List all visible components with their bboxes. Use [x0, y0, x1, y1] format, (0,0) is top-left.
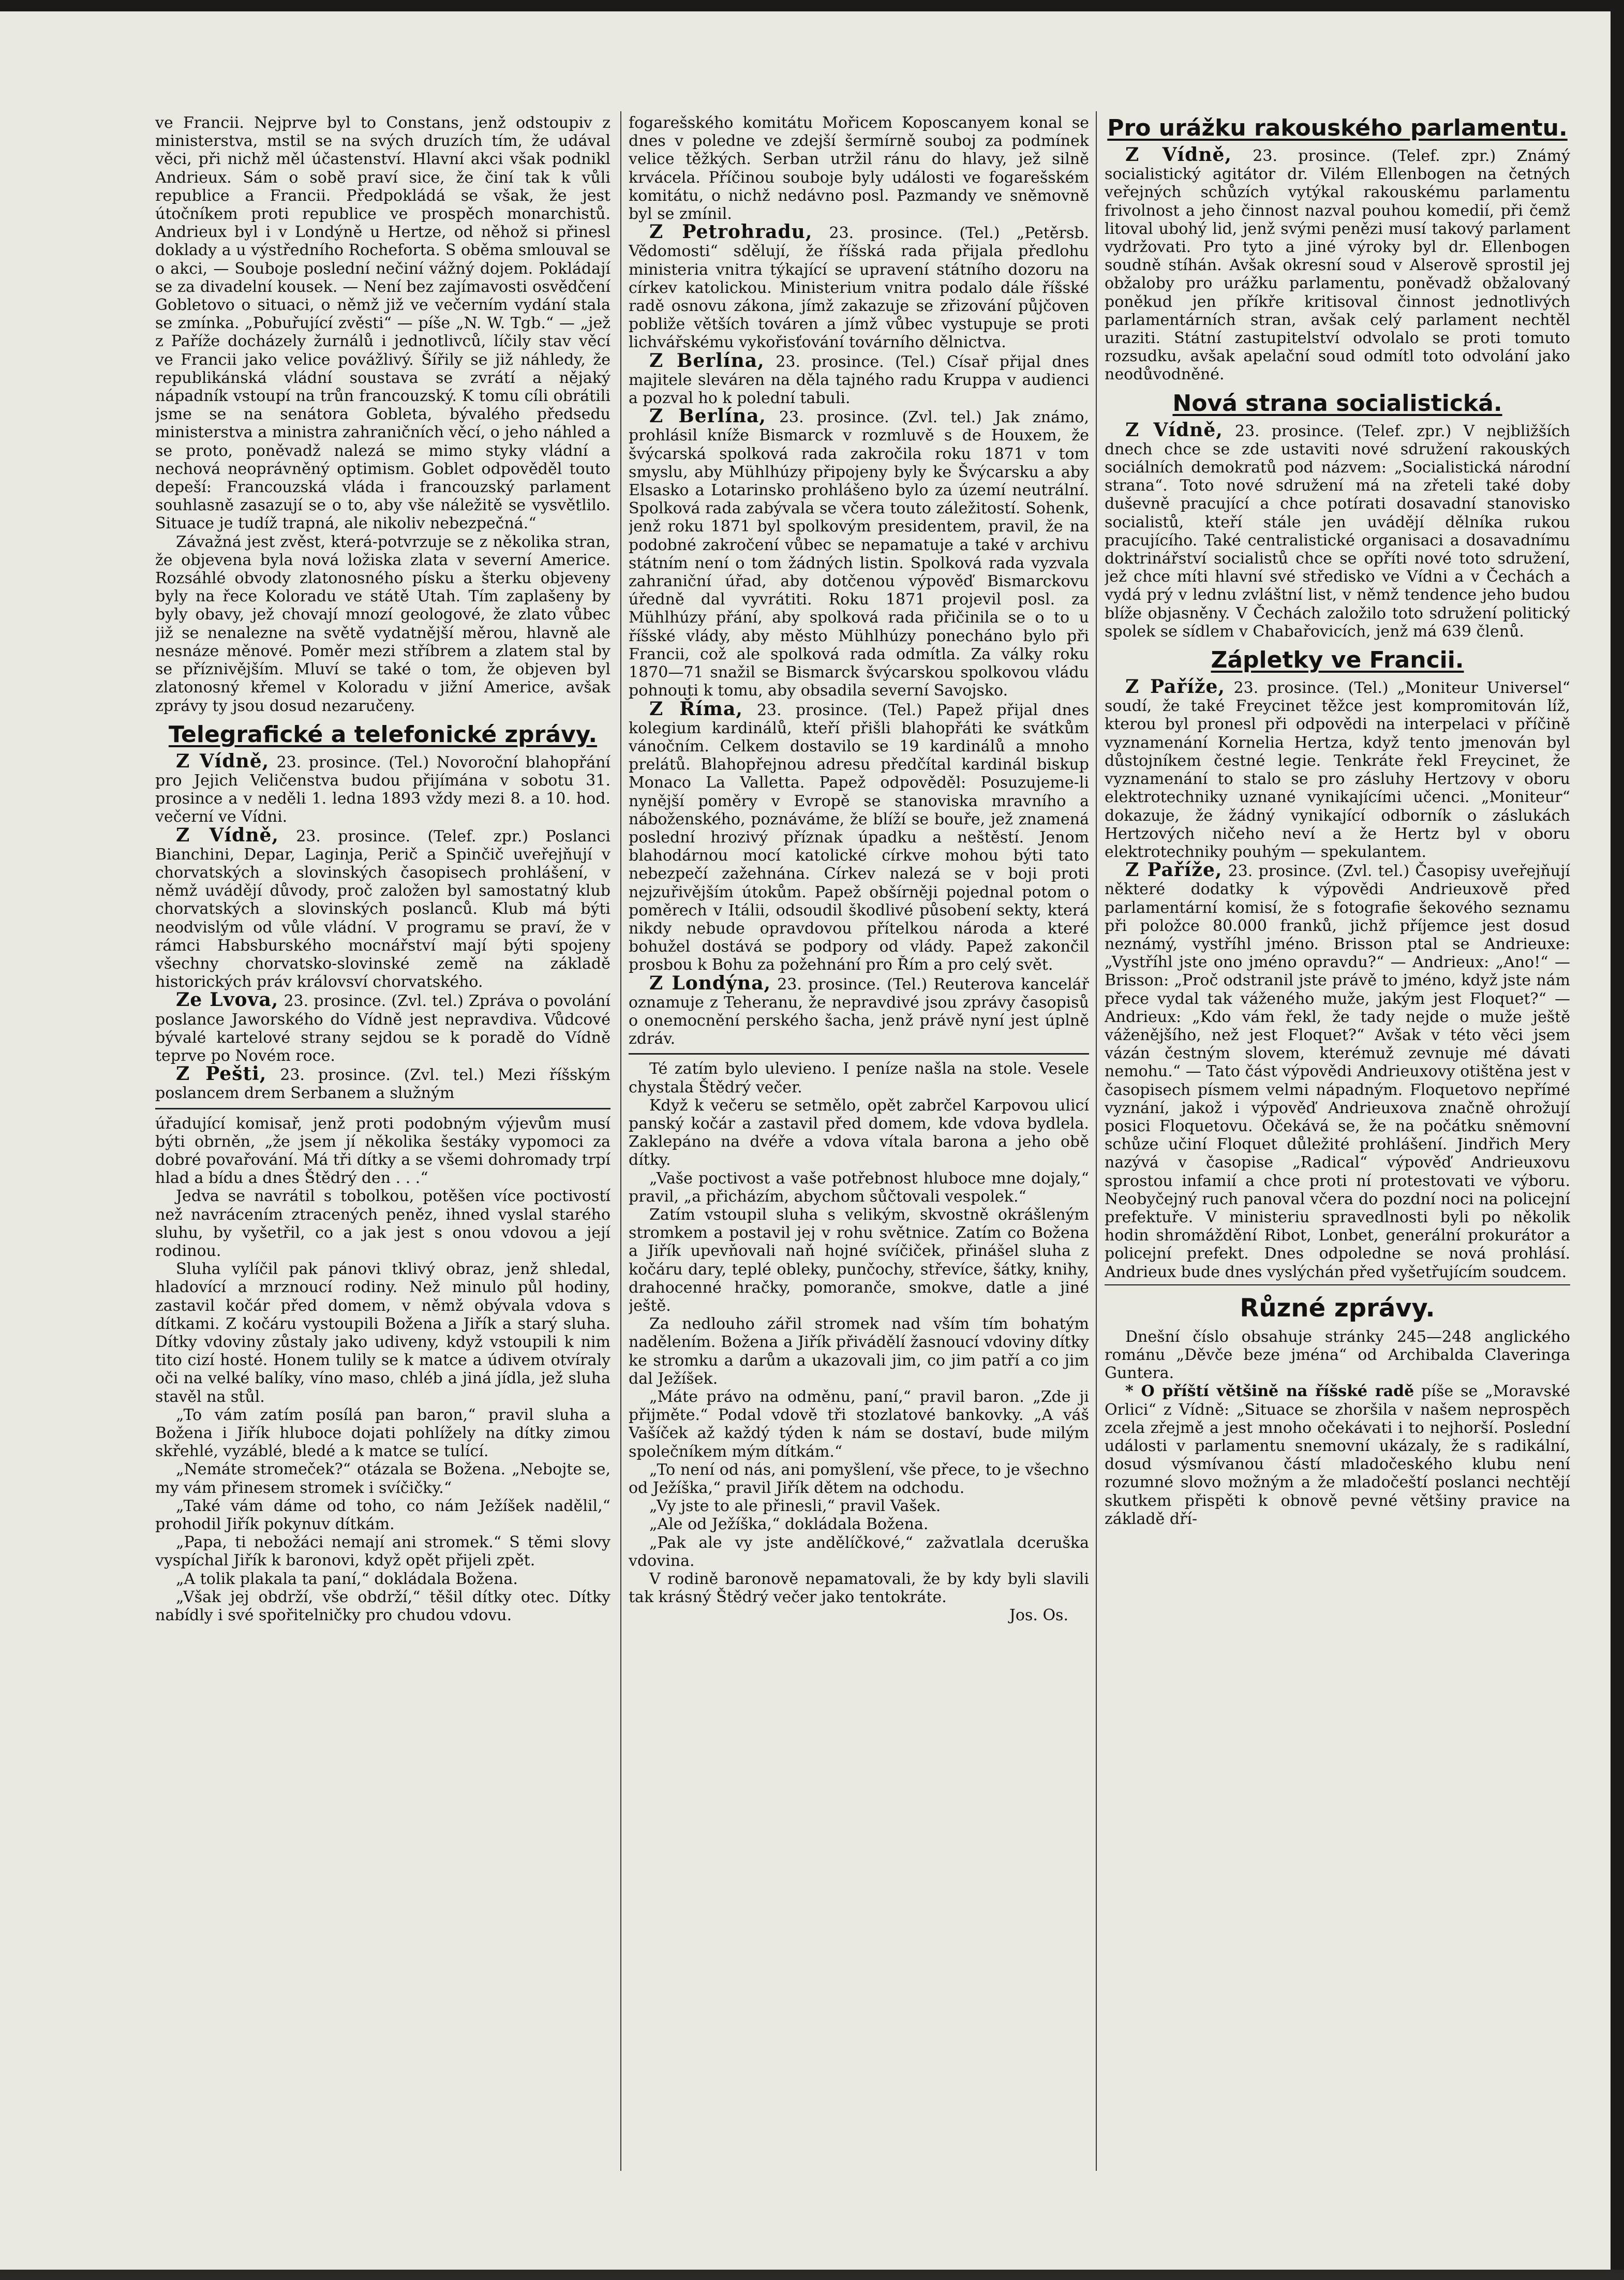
story-paragraph: „Pak ale vy jste andělíčkové,“ zažvatlala dceruška vdovina.: [629, 1533, 1089, 1570]
article-paragraph: ve Francii. Nejprve byl to Constans, jenž odstoupiv z ministerstva, mstil se na svých druzích tím, že udával věci, při nichž měl účastenství. Hlavní akci však podnikl Andrieux. Sám o sobě praví sice, že činí tak k vůli republice a Francii. Předpokládá se však, že jest útočníkem proti republice ve prospěch monarchistů. Andrieux byl i v Londýně u Hertze, od něhož si přinesl doklady a u výstředního Rocheforta. S oběma smlouval se o akci, — Souboje poslední nečiní vážný dojem. Pokládají se za divadelní kousek. — Není bez zajímavosti osvědčení Gobletovo o situaci, o němž již ve večerním vydání stala se zmínka. „Pobuřující zvěsti“ — píše „N. W. Tgb.“ — „jež z Paříže docházely žurnálů i jednotlivců, líčily stav věcí ve Francii jako velice povážlivý. Šířily se již náhledy, že republikánská vládní soustava se zvrátí a nějaký nápadník vstoupí na trůn francouzský. K tomu cíli obrátili jsme se na senátora Gobleta, bývalého předsedu ministerstva a ministra zahraničních věcí, o jeho náhled a se proto, poněvadž nalezá se mimo styky vládní a nechová neoprávněný optimism. Goblet odpověděl touto depeší: Francouzská vláda i francouzský parlament souhlasně zasazují se o to, aby vše náležitě se vysvětlilo. Situace je tudíž trapná, ale nikoliv nebezpečná.“: [155, 114, 610, 533]
story-paragraph: Zatím vstoupil sluha s velikým, skvostně okrášleným stromkem a postavil jej v rohu světnice. Zatím co Božena a Jiřík upevňovali naň hojné svíčiček, přinášel sluha z kočáru dary, teplé obleky, punčochy, střevíce, šátky, knihy, drahocenné hračky, pomoranče, smokve, datle a jiné ještě.: [629, 1205, 1089, 1315]
story-paragraph: „Vaše poctivost a vaše potřebnost hluboce mne dojaly,“ pravil, „a přicházím, abychom sůčtovali vespolek.“: [629, 1169, 1089, 1206]
news-text: 23. prosince. (Tel.) Reuterova kancelář oznamuje z Teheranu, že nepravdivé jsou zprávy časopisů o onemocnění perského šacha, jenž právě nyní jest úplně zdráv.: [629, 975, 1089, 1048]
feuilleton-divider: [629, 1053, 1089, 1055]
story-paragraph: „A tolik plakala ta paní,“ dokládala Božena.: [176, 1570, 518, 1588]
column-middle: [629, 114, 1089, 2184]
column-rule-right: [1096, 111, 1097, 2171]
story-paragraph: „Máte právo na odměnu, paní,“ pravil baron. „Zde ji přijměte.“ Podal vdově tři stozlatové bankovky. „A váš Vašíček až každý týden k nám se dostaví, bude milým společníkem mým dítkám.“: [629, 1388, 1089, 1461]
story-paragraph: „Ale od Ježíška,“ dokládala Božena.: [649, 1515, 929, 1534]
news-item: [629, 700, 1089, 974]
news-dateline: Z Berlína,: [649, 405, 766, 427]
news-dateline: Z Vídně,: [1125, 419, 1223, 441]
news-item: [155, 991, 610, 1065]
section-divider: [1105, 1284, 1570, 1285]
news-item: [1105, 421, 1570, 641]
news-item: [629, 974, 1089, 1048]
news-text: 23. prosince. (Tel.) „Moniteur Universel“ soudí, že také Freycinet těžce jest kompromitován líž, kterou byl pronesl při odpovědi na interpelaci v příčině vyznamenání Kornelia Hertza, když tento jmenován byl důstojníkem čestné legie. Tenkráte řekl Freycinet, že vyznamenání to stalo se pro zásluhy Hertzovy v oboru elektrotechniky uznané vynikajícími učenci. „Moniteur“ dokazuje, že žádný vynikající odborník o záslukách Hertzových ničeho neví a že Hertz byl v oboru elektrotechniky pouhým — spekulantem.: [1105, 679, 1570, 861]
column-rule-left: [620, 111, 621, 2171]
news-item: [1105, 861, 1570, 1281]
scan-edge-bottom: [0, 2270, 1624, 2280]
scan-edge-right: [1611, 0, 1624, 2280]
author-signature: Jos. Os.: [1009, 1606, 1068, 1625]
news-text: píše se „Moravské Orlici“ z Vídně: „Situace se zhoršila v našem neprospěch zcela zřejmě a jest mnoho očekávati i to nejhorší. Poslední události v parlamentu snemovní ukázaly, že s radikální, dosud výsmívanou částí mladočeského klubu není rozumné slovo možným a že mladočeští poslanci nechtějí skutkem přispěti k obnově pevné většiny pravice na základě dří-: [1105, 1382, 1570, 1528]
news-dateline: Z Vídně,: [176, 750, 270, 772]
section-heading-misc: Různé zprávy.: [1240, 1293, 1435, 1323]
news-dateline: Ze Lvova,: [176, 989, 279, 1011]
section-heading-france: Zápletky ve Francii.: [1211, 647, 1464, 674]
news-lead: * O příští většině na říšské radě: [1125, 1382, 1414, 1401]
news-item: [1105, 1382, 1570, 1528]
news-text: 23. prosince. (Telef. zpr.) Známý socialistický agitátor dr. Vilém Ellenbogen na četných veřejných schůzích vytýkal rakouskému parlamentu frivolnost a jeho činnost nazval pouhou komedií, při čemž litoval ubohý lid, jenž svými penězi musí takový parlament vydržovati. Pro tyto a jiné výroky byl dr. Ellenbogen soudně stíhán. Avšak okresní soud v Alserově sprostil jej obžaloby pro urážku parlamentu, poněvadž obžalovaný poněkud jen příkře kritisoval činnost jednotlivých parlamentárních stran, avšak celý parlament nechtěl uraziti. Státní zastupitelství odvolalo se proti tomuto rozsudku, avšak apelační soud odmítl toto odvolání jako neodůvodněné.: [1105, 147, 1570, 384]
news-item: [155, 752, 610, 826]
news-text: 23. prosince. (Tel.) Novoroční blahopřání pro Jejich Veličenstva budou přijímána v sobotu 31. prosince a v neděli 1. ledna 1893 vždy mezi 8. a 10. hod. večerní ve Vídni.: [155, 753, 610, 826]
news-text: 23. prosince. (Zvl. tel.) Zpráva o povolání poslance Jaworského do Vídně jest nepravdiva. Vůdcové bývalé kartelové strany sejdou se k poradě do Vídně teprve po Novém roce.: [155, 992, 610, 1065]
story-paragraph: „Vy jste to ale přinesli,“ pravil Vašek.: [649, 1497, 941, 1516]
news-item: [629, 223, 1089, 351]
story-paragraph: úřadující komisař, jenž proti podobným výjevům musí býti obrněn, „že jsem jí několika šestáky vypomoci za dobré povařování. Má tři dítky a se všemi dohromady trpí hlad a bídu a dnes Štědrý den . . .“: [155, 1114, 610, 1188]
news-text: 23. prosince. (Zvl. tel.) Mezi říšským poslancem drem Serbanem a služným: [155, 1066, 610, 1103]
column-left: [155, 114, 610, 2184]
column-right: [1105, 114, 1570, 2184]
news-text: 23. prosince. (Zvl. tel.) Jak známo, prohlásil kníže Bismarck v rozmluvě s de Houxem, že švýcarská spolková rada zakročila roku 1871 v tom smyslu, aby Mühlhúzy připojeny byly ke Švýcarsku a aby Elsasko a Lotarinsko prohlášeno bylo za území neutrální. Spolková rada zabývala se včera touto záležitostí. Sohenk, jenž roku 1871 byl spolkovým presidentem, pravil, že na podobné zakročení vůbec se nepamatuje a také v archivu státním není o tom žádných listin. Spolková rada vyzvala zahraniční úřad, aby dotčenou výpověď Bismarckovu úředně dal vyvrátiti. Roku 1871 projevil posl. za Mühlhúzy přání, aby spolková rada přičinila se o to u říšské vlády, aby město Mühlhúzy ponecháno bylo při Francii, což ale spolková rada odmítla. Za války roku 1870—71 snažil se Bismarck švýcarskou spolkovou vládu pohnouti k tomu, aby obsadila severní Savojsko.: [629, 408, 1089, 700]
story-paragraph: „To není od nás, ani pomyšlení, vše přece, to je všechno od Ježíška,“ pravil Jiřík dětem na odchodu.: [629, 1460, 1089, 1498]
news-text: 23. prosince. (Telef. zpr.) V nejbližších dnech chce se zde ustaviti nové sdružení rakouských sociálních demokratů pod názvem: „Socialistická národní strana“. Toto nové sdružení má na zřeteli také doby duševně pracující a chce potírati dosavadní stanovisko socialistů, kteří stále jen uvádějí dělníka rukou pracujícího. Také centralistické organisaci a dosavadnímu doktrinářství socialistů chce se opříti nové toto sdružení, jež chce míti hlavní své středisko ve Vídni a v Čechách a vydá prý v lednu zvláštní list, v němž tendence jeho budou blíže objasněny. V Čechách založilo toto sdružení politický spolek se sídlem v Chabařovicích, jenž má 639 členů.: [1105, 422, 1570, 641]
story-paragraph: „Nemáte stromeček?“ otázala se Božena. „Nebojte se, my vám přinesem stromek i svíčičky.“: [155, 1460, 610, 1497]
story-paragraph: „Také vám dáme od toho, co nám Ježíšek nadělil,“ prohodil Jiřík pokynuv dítkám.: [155, 1497, 610, 1534]
news-dateline: Z Berlína,: [649, 349, 765, 372]
story-paragraph: Jedva se navrátil s tobolkou, potěšen více poctivostí než navrácením ztracených peněz, ihned vyslal starého sluhu, by vyšetřil, co a jak jest s onou vdovou a její rodinou.: [155, 1187, 610, 1260]
scan-edge-top: [0, 0, 1624, 11]
news-dateline: Z Paříže,: [1125, 676, 1225, 698]
news-dateline: Z Petrohradu,: [649, 221, 813, 243]
section-heading-telegrams: Telegrafické a telefonické zprávy.: [168, 721, 598, 748]
news-item: [155, 826, 610, 991]
news-dateline: Z Říma,: [649, 698, 743, 720]
news-item: [629, 407, 1089, 700]
news-text: fogarešského komitátu Mořicem Koposcanyem konal se dnes v poledne ve zdejší šermírně souboj za podmínek velice těžkých. Serban utržil ránu do hlavy, jež silně krvácela. Příčinou souboje byly události ve fogarešském komitátu, o nichž nedávno posl. Pazmandy ve sněmovně byl se zmínil.: [629, 114, 1089, 224]
story-paragraph: „Papa, ti nebožáci nemají ani stromek.“ S těmi slovy vyspíchal Jiřík k baronovi, když opět přijeli zpět.: [155, 1533, 610, 1570]
news-dateline: Z Vídně,: [1125, 144, 1232, 166]
news-text: 23. prosince. (Tel.) Císař přijal dnes majitele sleváren na děla tajného radu Kruppa v audienci a pozval ho k polední tabuli.: [629, 352, 1089, 408]
news-item: [1105, 678, 1570, 861]
news-item: [1105, 146, 1570, 384]
story-paragraph: Za nedlouho zářil stromek nad vším tím bohatým nadělením. Božena a Jiřík přivádělí žasnoucí vdoviny dítky ke stromku a darům a ukazovali jim, co jim patří a co jim dal Ježíšek.: [629, 1315, 1089, 1388]
story-paragraph: Sluha vylíčil pak pánovi tklivý obraz, jenž shledal, hladovící a mrznoucí rodiny. Než minulo půl hodiny, zastavil kočár před domem, v němž obývala vdova s dítkami. Z kočáru vystoupili Božena a Jiřík a starý sluha. Dítky vdoviny zůstaly jako udiveny, když vstoupili k nim tito cizí hosté. Honem tulily se k matce a údivem otvíraly oči na velké balíky, víno maso, chléb a jiná jídla, jež sluha stavěl na stůl.: [155, 1260, 610, 1406]
news-dateline: Z Vídně,: [176, 824, 279, 846]
feuilleton-divider: [155, 1108, 610, 1109]
section-heading-parliament: Pro urážku rakouského parlamentu.: [1107, 115, 1568, 141]
news-text: 23. prosince. (Tel.) Papež přijal dnes kolegium kardinálů, kteří přišli blahopřáti ke svátkům vánočním. Celkem dostavilo se 19 kardinálů a mnoho prelátů. Blahopřejnou adresu předčítal kardinál biskup Monaco La Valletta. Papež odpověděl: Posuzujeme-li nynější poměry v Evropě se stanoviska mravního a náboženského, poznáváme, že blíží se bouře, jež znamená poslední hrozivý příznak úpadku a neštěstí. Jenom blahodárnou mocí katolické církve mohou býti tato nebezpečí zažehnána. Církev nalezá se v boji proti nejzuřivějším útokům. Papež obšírněji pojednal potom o poměrech v Itálii, odsoudil škodlivé působení sekty, která nikdy nebude opravdovou přítelkou národa a které bohužel dostává se podpory od vlády. Papež zakončil prosbou k Bohu za požehnání pro Řím a pro celý svět.: [629, 701, 1089, 974]
story-paragraph: „To vám zatím posílá pan baron,“ pravil sluha a Božena i Jiřík hluboce dojati pohlížely na dítky zimou skřehlé, vyzáblé, bledé a k matce se tulící.: [155, 1405, 610, 1461]
story-paragraph: „Však jej obdrží, vše obdrží,“ těšil dítky otec. Dítky nabídly i své spořitelničky pro chudou vdovu.: [155, 1588, 610, 1625]
news-item: [155, 1065, 610, 1102]
news-dateline: Z Paříže,: [1125, 859, 1223, 881]
news-item: [629, 349, 1089, 408]
story-paragraph: Když k večeru se setmělo, opět zabrčel Karpovou ulicí panský kočár a zastavil před domem, kde vdova bydlela. Zaklepáno na dvéře a vdova vítala barona a jeho obě dítky.: [629, 1096, 1089, 1169]
story-paragraph: Té zatím bylo ulevieno. I peníze našla na stole. Vesele chystala Štědrý večer.: [629, 1060, 1089, 1097]
section-heading-socialist: Nová strana socialistická.: [1172, 390, 1502, 417]
news-text: Dnešní číslo obsahuje stránky 245—248 anglického románu „Děvče beze jména“ od Archibalda Claveringa Guntera.: [1105, 1327, 1570, 1383]
story-paragraph: V rodině baronově nepamatovali, že by kdy byli slavili tak krásný Štědrý večer jako tentokráte.: [629, 1570, 1089, 1607]
news-dateline: Z Pešti,: [176, 1063, 267, 1085]
article-paragraph: Závažná jest zvěst, která-potvrzuje se z několika stran, že objevena byla nová ložiska zlata v severní Americe. Rozsáhlé obvody zlatonosného písku a šterku objeveny byly na řece Koloradu ve státě Utah. Tím zaplašeny by byly obavy, jež chovají mnozí geologové, že zlato vůbec již se nenalezne na světě vydatnější měrou, hlavně ale nesnáze měnové. Poměr mezi stříbrem a zlatem stal by se příznivějším. Mluví se také o tom, že objeven byl zlatonosný křemel v Koloradu v jižní Americe, avšak zprávy ty jsou dosud nezaručeny.: [155, 532, 610, 715]
news-dateline: Z Londýna,: [649, 972, 771, 994]
news-text: 23. prosince. (Zvl. tel.) Časopisy uveřejňují některé dodatky k výpovědi Andrieuxově před parlamentární komisí, že s fotografie šekového seznamu při položce 80.000 franků, jichž příjemce jest dosud neznámý, vystříhl jméno. Brisson ptal se Andrieuxe: „Vystříhl jste ono jméno opravdu?“ — Andrieux: „Ano!“ — Brisson: „Proč odstranil jste právě to jméno, když jste nám přece vydal tak váženého muže, jakým jest Floquet?“ — Andrieux: „Kdo vám řekl, že tady nejde o muže ještě váženějšího, než jest Floquet?“ Avšak v této věci jsem vázán čestným slovem, kterémuž zevnuje mé dávati nemohu.“ — Tato část výpovědi Andrieuxovy otištěna jest v časopisech písmem velmi nápadným. Floquetovo nepřímé vyznání, jakož i výpověď Andrieuxova značně ohrožují posici Floquetovu. Očekává se, že na počátku sněmovní schůze učiní Floquet důležité prohlášení. Jindřich Mery nazývá v časopise „Radical“ výpověď Andrieuxovu sprostou infamií a chce proti ní protestovati ve výboru. Neobyčejný ruch panoval včera do pozdní noci na policejní prefektuře. V ministeriu spravedlnosti byli po několik hodin shromáždění Ribot, Lonbet, generální prokurátor a policejní prefekt. Dnes odpoledne se nová prohlásí. Andrieux bude dnes vyslýchán před vyšetřujícím soudcem.: [1105, 862, 1570, 1281]
news-text: 23. prosince. (Telef. zpr.) Poslanci Bianchini, Depar, Laginja, Perič a Spinčič uveřejňují v chorvatských a slovinských časopisech prohlášení, v němž uvádějí důvody, proč založen byl samostatný klub chorvatských a slovinských poslanců. Klub má býti neodvislým od vůle vládní. V programu se praví, že v rámci Habsburského mocnářství mají býti spojeny všechny chorvatsko-slovinské země na základě historických práv královsví chorvatského.: [155, 827, 610, 991]
news-text: 23. prosince. (Tel.) „Petěrsb. Vědomosti“ sdělují, že říšská rada přijala předlohu ministeria vnitra týkající se upravení státního dozoru na církev katolickou. Ministerium vnitra podalo dále říšské radě osnovu zákona, jímž zakazuje se zřizování půjčoven pobliže větších továren a jímž vůbec vystupuje se proti lichvářskému vykořisťování továrního dělnictva.: [629, 224, 1089, 352]
